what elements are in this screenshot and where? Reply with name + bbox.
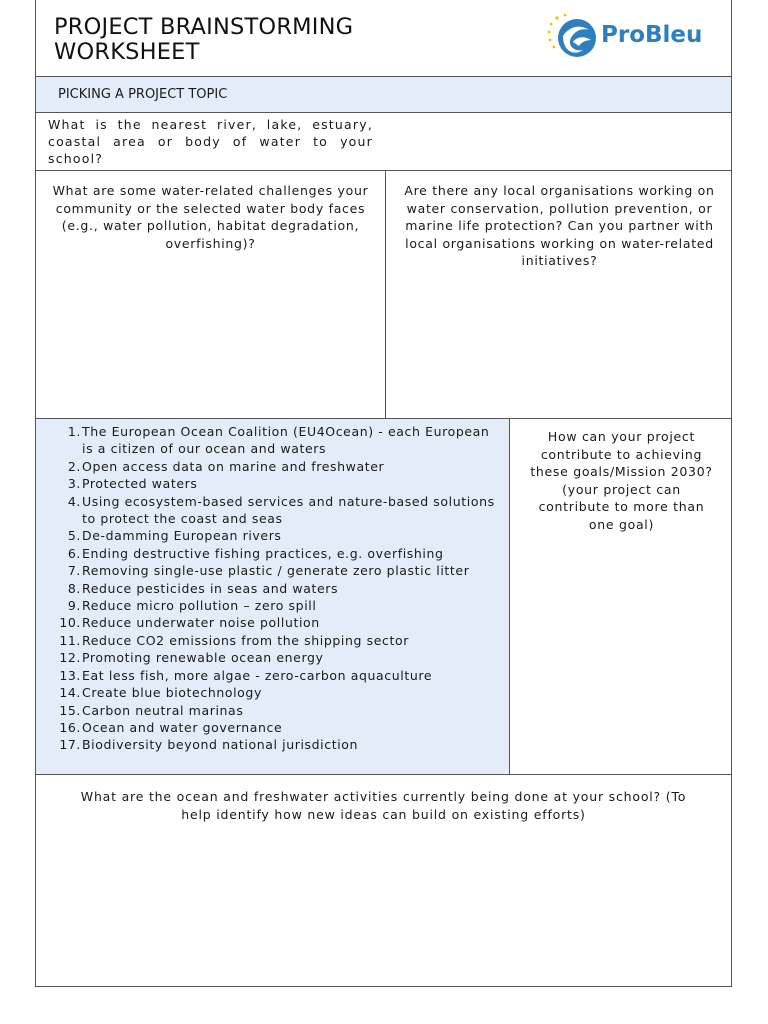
goal-item — [36, 684, 498, 701]
goal-number: 13. — [59, 667, 81, 683]
title-line-1: PROJECT BRAINSTORMING — [54, 14, 354, 40]
logo-globe-icon — [545, 12, 601, 62]
goal-number: 2. — [67, 458, 81, 474]
goal-number: 10. — [59, 615, 81, 631]
goal-item — [36, 493, 498, 528]
mission-goals-field[interactable] — [510, 419, 733, 774]
challenges-question: What are some water-related challenges your community or the selected water body faces (e.g., water pollution, habitat degradation, overfishing)? — [52, 183, 369, 251]
goal-number: 11. — [59, 632, 81, 648]
goal-item — [36, 458, 498, 475]
title-line-2: WORKSHEET — [54, 39, 200, 65]
nearest-water-field[interactable] — [36, 112, 731, 170]
worksheet — [35, 0, 732, 987]
activities-question: What are the ocean and freshwater activities currently being done at your school? (To help identify how new ideas can build on existing efforts) — [80, 789, 687, 822]
goal-text: Reduce pesticides in seas and waters — [82, 580, 339, 596]
goal-text: Reduce CO2 emissions from the shipping sector — [82, 632, 409, 648]
goal-text: Open access data on marine and freshwater — [82, 458, 385, 474]
goal-item — [36, 527, 498, 544]
mission-goals-question: How can your project contribute to achieving these goals/Mission 2030? (your project can contribute to more than one goal) — [530, 429, 713, 532]
goal-text: Reduce underwater noise pollution — [82, 615, 320, 631]
section-label: PICKING A PROJECT TOPIC — [58, 87, 228, 102]
section-header — [36, 76, 731, 112]
goal-text: Protected waters — [82, 476, 198, 492]
goal-text: De-damming European rivers — [82, 528, 282, 544]
goal-text: Using ecosystem-based services and nature-based solutions to protect the coast and seas — [82, 493, 495, 527]
goal-item — [36, 719, 498, 736]
goal-text: Carbon neutral marinas — [82, 702, 244, 718]
nearest-water-question: What is the nearest river, lake, estuary, coastal area or body of water to your school? — [48, 117, 373, 166]
challenges-organisations-row — [36, 170, 731, 418]
goal-text: Ending destructive fishing practices, e.g. overfishing — [82, 545, 444, 561]
goal-item — [36, 667, 498, 684]
goal-number: 12. — [59, 650, 81, 666]
goal-number: 14. — [59, 685, 81, 701]
goal-item — [36, 475, 498, 492]
goal-item — [36, 736, 498, 753]
goal-number: 17. — [59, 737, 81, 753]
goal-item — [36, 580, 498, 597]
goal-text: Ocean and water governance — [82, 719, 283, 735]
goal-number: 7. — [67, 563, 81, 579]
goal-text: Removing single-use plastic / generate zero plastic litter — [82, 563, 470, 579]
probleu-logo — [545, 12, 715, 62]
goal-number: 1. — [67, 424, 81, 439]
goal-item — [36, 702, 498, 719]
challenges-field[interactable] — [36, 171, 386, 418]
page-title — [54, 15, 353, 65]
goal-number: 6. — [67, 545, 81, 561]
goal-number: 5. — [67, 528, 81, 544]
mission-goals-row — [36, 418, 731, 774]
goal-item — [36, 545, 498, 562]
goal-item — [36, 562, 498, 579]
goal-item — [36, 649, 498, 666]
goal-number: 3. — [67, 476, 81, 492]
goal-number: 16. — [59, 719, 81, 735]
goal-text: Reduce micro pollution – zero spill — [82, 598, 317, 614]
mission-goals-list-cell — [36, 419, 510, 774]
goal-number: 15. — [59, 702, 81, 718]
goal-number: 8. — [67, 580, 81, 596]
goal-text: Create blue biotechnology — [82, 685, 262, 701]
goal-item — [36, 597, 498, 614]
goal-number: 4. — [67, 493, 81, 509]
goal-text: The European Ocean Coalition (EU4Ocean) - each European is a citizen of our ocean and waters — [82, 424, 490, 457]
activities-field[interactable] — [36, 774, 731, 987]
organisations-question: Are there any local organisations working on water conservation, pollution prevention, or marine life protection? Can you partner with local organisations working on water-related initiatives? — [404, 183, 715, 268]
goal-text: Biodiversity beyond national jurisdiction — [82, 737, 359, 753]
logo-text: ProBleu — [601, 22, 703, 48]
goal-text: Eat less fish, more algae - zero-carbon aquaculture — [82, 667, 433, 683]
mission-goals-list — [36, 423, 498, 754]
goal-item — [36, 614, 498, 631]
goal-item — [36, 423, 498, 458]
goal-number: 9. — [67, 598, 81, 614]
goal-item — [36, 632, 498, 649]
goal-text: Promoting renewable ocean energy — [82, 650, 324, 666]
organisations-field[interactable] — [386, 171, 733, 418]
